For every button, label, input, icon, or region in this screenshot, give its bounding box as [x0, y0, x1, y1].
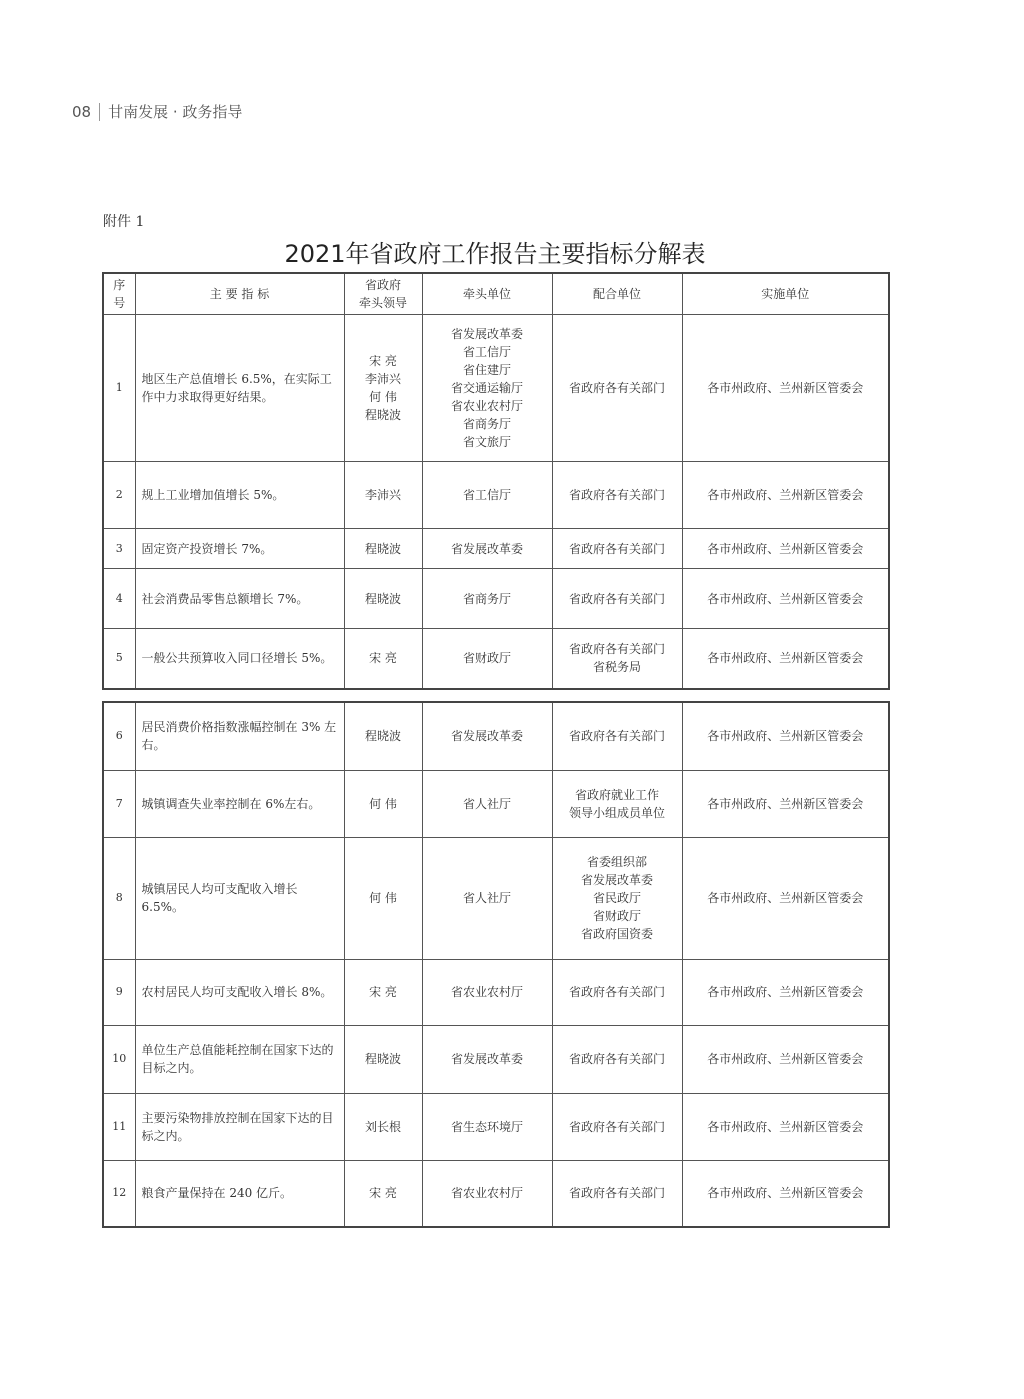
- impl-unit-cell: 各市州政府、兰州新区管委会: [682, 1160, 889, 1227]
- lead_units-line: 省商务厅: [462, 591, 511, 606]
- indicator-cell: 城镇调查失业率控制在 6%左右。: [135, 770, 344, 837]
- coop_units-line: 省税务局: [592, 660, 641, 675]
- lead_units-line: 省工信厅: [462, 488, 511, 502]
- row-number: 6: [103, 702, 135, 770]
- leaders-line: 宋 亮: [369, 985, 397, 999]
- row-number: 4: [103, 569, 135, 629]
- leader-cell: [344, 837, 422, 959]
- indicator-cell: 规上工业增加值增长 5%。: [135, 462, 344, 529]
- coop-unit-cell: [552, 1093, 682, 1160]
- table-row: [103, 629, 889, 689]
- table-row: [103, 1093, 889, 1160]
- lead_units-line: 省文旅厅: [462, 435, 511, 449]
- lead-unit-cell: [422, 1093, 552, 1160]
- leader-cell: [344, 1025, 422, 1093]
- coop_units-line: 省委组织部: [586, 855, 647, 869]
- coop_units-line: 省政府就业工作: [574, 787, 659, 802]
- lead-unit-cell: [422, 569, 552, 629]
- lead_units-line: 省发展改革委: [450, 327, 523, 341]
- coop_units-line: 省民政厅: [592, 891, 641, 905]
- leaders-line: 程晓波: [364, 1052, 401, 1066]
- leaders-line: 宋 亮: [369, 651, 397, 666]
- lead_units-line: 省住建厅: [462, 363, 511, 377]
- leader-cell: [344, 1093, 422, 1160]
- impl-unit-cell: 各市州政府、兰州新区管委会: [682, 462, 889, 529]
- leaders-line: 程晓波: [364, 408, 401, 422]
- impl-unit-cell: 各市州政府、兰州新区管委会: [682, 529, 889, 569]
- indicator-cell: 固定资产投资增长 7%。: [135, 529, 344, 569]
- impl-unit-cell: 各市州政府、兰州新区管委会: [682, 315, 889, 462]
- table-row: [103, 770, 889, 837]
- lead_units-line: 省农业农村厅: [450, 985, 523, 999]
- indicator-cell: 单位生产总值能耗控制在国家下达的目标之内。: [135, 1025, 344, 1093]
- lead_units-line: 省农业农村厅: [450, 1186, 523, 1201]
- indicator-table-part-1: [102, 272, 890, 690]
- impl-unit-cell: 各市州政府、兰州新区管委会: [682, 770, 889, 837]
- coop-unit-cell: [552, 462, 682, 529]
- col-header-indicator: 主 要 指 标: [135, 273, 344, 315]
- row-number: 3: [103, 529, 135, 569]
- leader-cell: [344, 462, 422, 529]
- leaders-line: 宋 亮: [369, 354, 397, 368]
- row-number: 11: [103, 1093, 135, 1160]
- coop_units-line: 省政府各有关部门: [568, 1186, 665, 1201]
- leader-cell: [344, 770, 422, 837]
- coop-unit-cell: [552, 702, 682, 770]
- coop-unit-cell: [552, 1025, 682, 1093]
- indicator-table-part-2: [102, 701, 890, 1228]
- table-row: [103, 702, 889, 770]
- leaders-line: 程晓波: [364, 541, 401, 556]
- leaders-line: 何 伟: [369, 796, 397, 811]
- coop-unit-cell: [552, 529, 682, 569]
- lead_units-line: 省发展改革委: [450, 729, 523, 744]
- lead_units-line: 省人社厅: [462, 891, 511, 905]
- coop-unit-cell: [552, 315, 682, 462]
- coop-unit-cell: [552, 1160, 682, 1227]
- coop_units-line: 领导小组成员单位: [568, 805, 665, 820]
- table-row: [103, 569, 889, 629]
- lead_units-line: 省农业农村厅: [450, 399, 523, 413]
- row-number: 5: [103, 629, 135, 689]
- coop-unit-cell: [552, 837, 682, 959]
- coop_units-line: 省政府各有关部门: [568, 1052, 665, 1066]
- col-header-no: 序号: [103, 273, 135, 315]
- indicator-cell: 城镇居民人均可支配收入增长 6.5%。: [135, 837, 344, 959]
- lead-unit-cell: [422, 1025, 552, 1093]
- coop-unit-cell: [552, 569, 682, 629]
- table-row: [103, 529, 889, 569]
- leader-cell: [344, 1160, 422, 1227]
- leader-cell: [344, 629, 422, 689]
- lead-unit-cell: [422, 702, 552, 770]
- impl-unit-cell: 各市州政府、兰州新区管委会: [682, 959, 889, 1025]
- table-row: [103, 1025, 889, 1093]
- indicator-cell: 粮食产量保持在 240 亿斤。: [135, 1160, 344, 1227]
- lead-unit-cell: [422, 462, 552, 529]
- lead_units-line: 省发展改革委: [450, 1052, 523, 1066]
- leaders-line: 程晓波: [364, 729, 401, 744]
- table-row: [103, 837, 889, 959]
- row-number: 9: [103, 959, 135, 1025]
- appendix-label: 附件 1: [103, 214, 145, 230]
- col-header-impl-unit: 实施单位: [682, 273, 889, 315]
- publication-name: 甘南发展 · 政务指导: [108, 103, 243, 121]
- impl-unit-cell: 各市州政府、兰州新区管委会: [682, 1093, 889, 1160]
- table-row: [103, 315, 889, 462]
- row-number: 12: [103, 1160, 135, 1227]
- coop_units-line: 省政府各有关部门: [568, 985, 665, 999]
- indicator-cell: 社会消费品零售总额增长 7%。: [135, 569, 344, 629]
- indicator-cell: 地区生产总值增长 6.5%，在实际工作中力求取得更好结果。: [135, 315, 344, 462]
- impl-unit-cell: 各市州政府、兰州新区管委会: [682, 629, 889, 689]
- table-header-row: [103, 273, 889, 315]
- coop-unit-cell: [552, 959, 682, 1025]
- coop_units-line: 省政府各有关部门: [568, 729, 665, 744]
- coop_units-line: 省财政厅: [592, 909, 641, 923]
- lead_units-line: 省财政厅: [462, 651, 511, 666]
- row-number: 2: [103, 462, 135, 529]
- col-header-leader-line1: 省政府: [364, 278, 401, 292]
- table-row: [103, 1160, 889, 1227]
- indicator-cell: 主要污染物排放控制在国家下达的目标之内。: [135, 1093, 344, 1160]
- leaders-line: 何 伟: [369, 390, 397, 404]
- page-number: 08: [72, 102, 92, 121]
- coop_units-line: 省政府各有关部门: [568, 541, 665, 556]
- lead-unit-cell: [422, 529, 552, 569]
- coop-unit-cell: [552, 629, 682, 689]
- coop_units-line: 省政府各有关部门: [568, 591, 665, 606]
- impl-unit-cell: 各市州政府、兰州新区管委会: [682, 569, 889, 629]
- indicator-cell: 一般公共预算收入同口径增长 5%。: [135, 629, 344, 689]
- lead_units-line: 省人社厅: [462, 796, 511, 811]
- lead_units-line: 省交通运输厅: [450, 381, 523, 395]
- lead_units-line: 省商务厅: [462, 417, 511, 431]
- leaders-line: 李沛兴: [364, 488, 401, 502]
- impl-unit-cell: 各市州政府、兰州新区管委会: [682, 1025, 889, 1093]
- header-divider: [99, 103, 100, 121]
- leader-cell: [344, 702, 422, 770]
- col-header-leader-line2: 牵头领导: [358, 296, 407, 310]
- coop_units-line: 省发展改革委: [580, 873, 653, 887]
- lead-unit-cell: [422, 959, 552, 1025]
- leader-cell: [344, 529, 422, 569]
- row-number: 10: [103, 1025, 135, 1093]
- col-header-coop-unit: 配合单位: [552, 273, 682, 315]
- leaders-line: 宋 亮: [369, 1186, 397, 1201]
- table-row: [103, 959, 889, 1025]
- col-header-leader: [344, 273, 422, 315]
- row-number: 8: [103, 837, 135, 959]
- leaders-line: 程晓波: [364, 591, 401, 606]
- coop_units-line: 省政府各有关部门: [568, 642, 665, 657]
- coop-unit-cell: [552, 770, 682, 837]
- lead-unit-cell: [422, 629, 552, 689]
- coop_units-line: 省政府各有关部门: [568, 1119, 665, 1134]
- lead_units-line: 省发展改革委: [450, 541, 523, 556]
- table-row: [103, 462, 889, 529]
- indicator-cell: 居民消费价格指数涨幅控制在 3% 左右。: [135, 702, 344, 770]
- col-header-lead-unit: 牵头单位: [422, 273, 552, 315]
- leaders-line: 李沛兴: [364, 372, 401, 386]
- leaders-line: 刘长根: [364, 1119, 401, 1134]
- lead-unit-cell: [422, 837, 552, 959]
- coop_units-line: 省政府各有关部门: [568, 381, 665, 395]
- lead_units-line: 省生态环境厅: [450, 1119, 523, 1134]
- impl-unit-cell: 各市州政府、兰州新区管委会: [682, 837, 889, 959]
- leader-cell: [344, 569, 422, 629]
- leaders-line: 何 伟: [369, 891, 397, 905]
- coop_units-line: 省政府国资委: [580, 927, 653, 941]
- leader-cell: [344, 315, 422, 462]
- coop_units-line: 省政府各有关部门: [568, 488, 665, 502]
- lead_units-line: 省工信厅: [462, 345, 511, 359]
- page-header: [72, 101, 242, 122]
- document-title: 2021年省政府工作报告主要指标分解表: [284, 240, 706, 268]
- leader-cell: [344, 959, 422, 1025]
- lead-unit-cell: [422, 770, 552, 837]
- lead-unit-cell: [422, 315, 552, 462]
- lead-unit-cell: [422, 1160, 552, 1227]
- row-number: 1: [103, 315, 135, 462]
- impl-unit-cell: 各市州政府、兰州新区管委会: [682, 702, 889, 770]
- row-number: 7: [103, 770, 135, 837]
- indicator-cell: 农村居民人均可支配收入增长 8%。: [135, 959, 344, 1025]
